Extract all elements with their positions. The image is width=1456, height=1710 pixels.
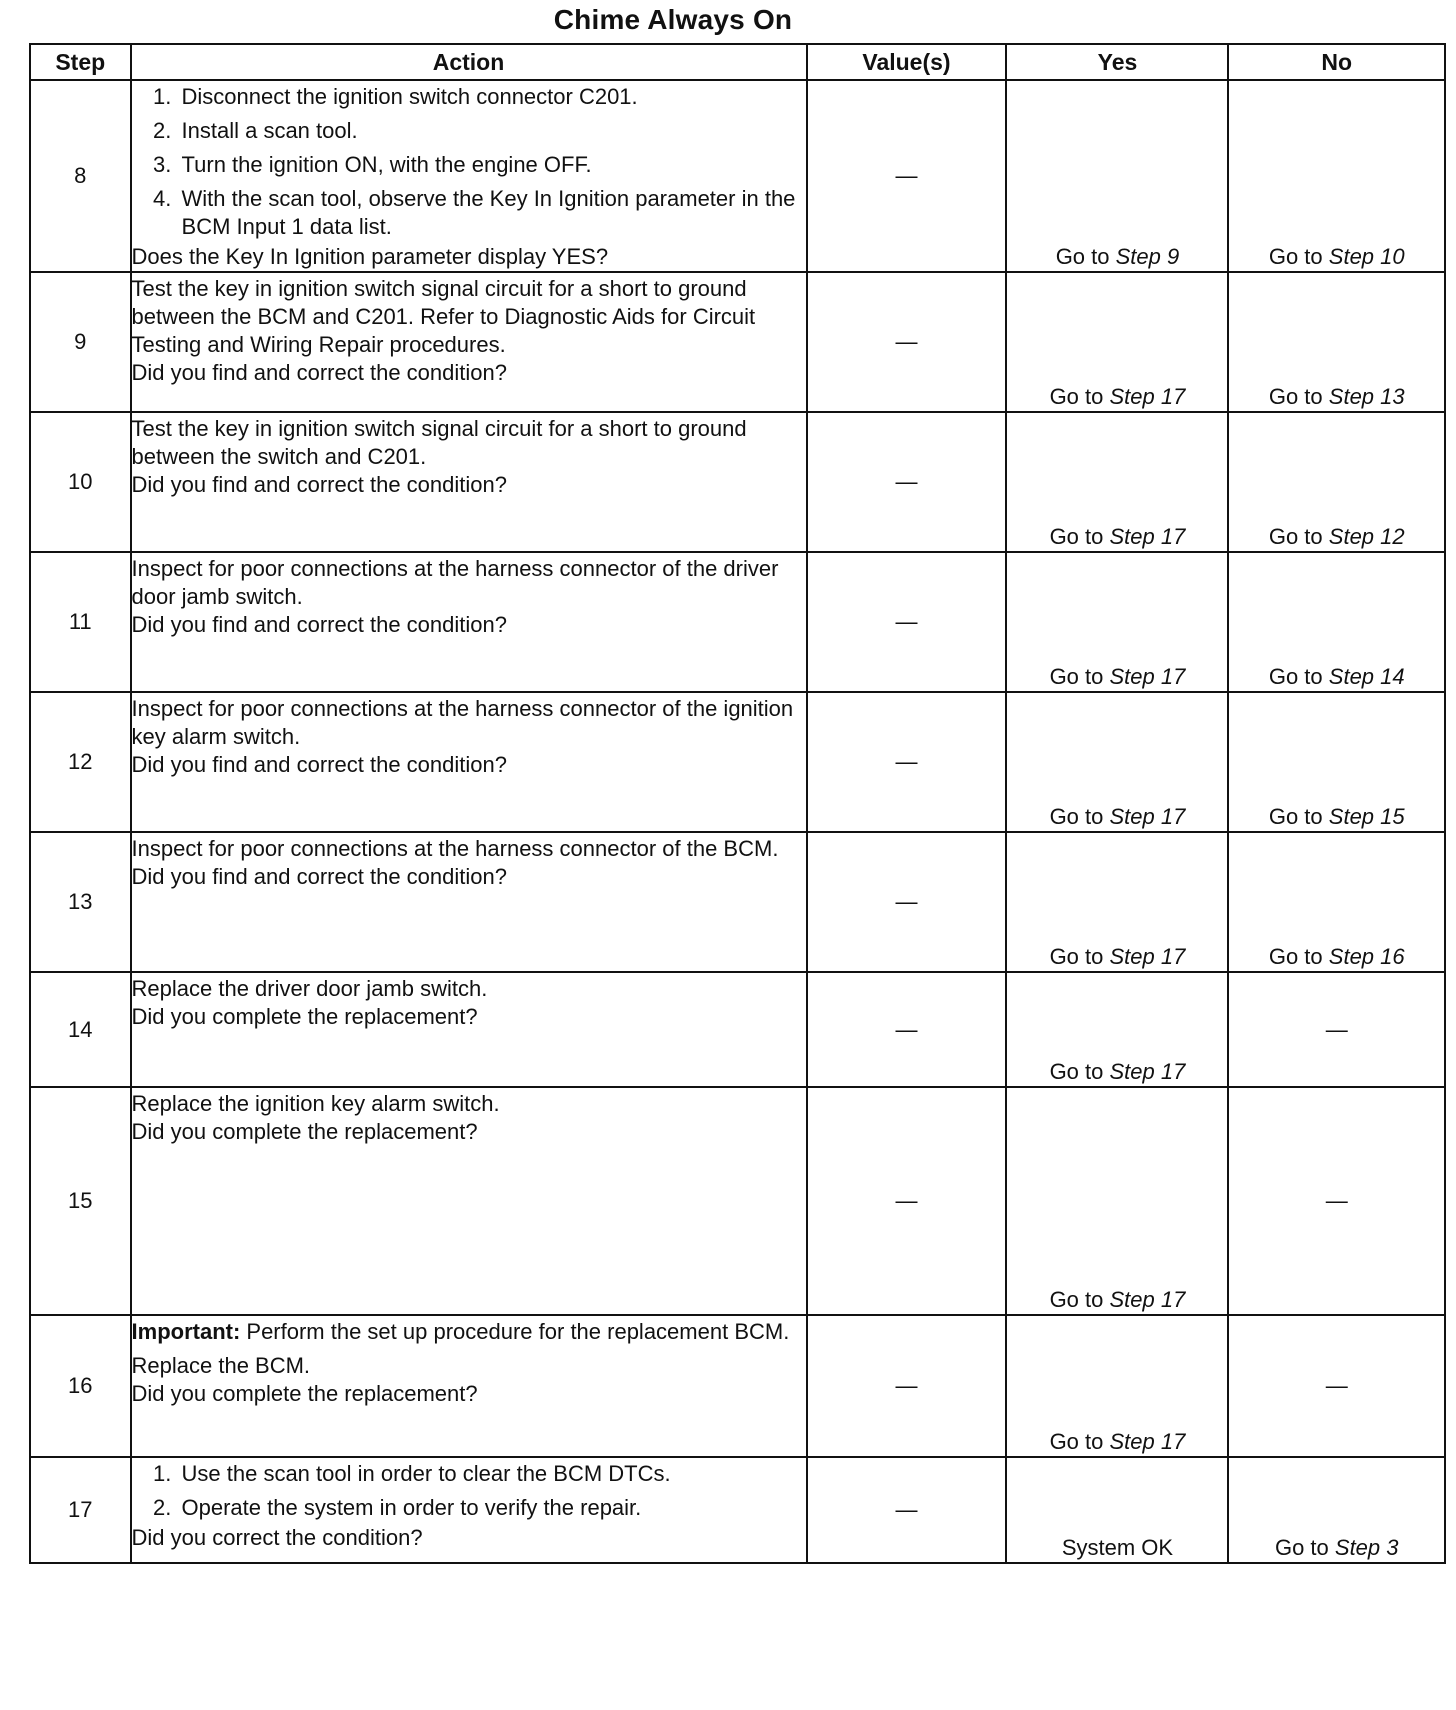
- value-cell: —: [807, 692, 1007, 832]
- table-row: [30, 832, 1445, 972]
- action-cell: [131, 1315, 807, 1457]
- step-number: 12: [30, 692, 131, 832]
- yes-cell: [1006, 692, 1228, 832]
- action-cell: [131, 272, 807, 412]
- action-cell: [131, 412, 807, 552]
- yes-cell: [1006, 1087, 1228, 1315]
- step-number: 9: [30, 272, 131, 412]
- action-question: Did you find and correct the condition?: [131, 472, 507, 497]
- value-cell: —: [807, 1087, 1007, 1315]
- header-row: [30, 44, 1445, 80]
- action-text: Replace the ignition key alarm switch.: [131, 1091, 500, 1116]
- step-number: 16: [30, 1315, 131, 1457]
- action-text: Test the key in ignition switch signal circuit for a short to ground between the switch and C201.: [131, 416, 747, 469]
- goto-prefix: Go to: [1049, 524, 1104, 549]
- action-cell: [131, 1457, 807, 1563]
- goto-prefix: Go to: [1055, 244, 1110, 269]
- action-cell: [131, 972, 807, 1087]
- step-reference: Step 17: [1109, 524, 1186, 549]
- step-reference: Step 17: [1109, 384, 1186, 409]
- action-text: Replace the BCM.: [131, 1353, 311, 1378]
- step-reference: Step 17: [1109, 664, 1186, 689]
- no-cell: [1228, 80, 1445, 272]
- action-question: Did you complete the replacement?: [131, 1004, 478, 1029]
- table-row: [30, 412, 1445, 552]
- value-cell: —: [807, 552, 1007, 692]
- step-number: 8: [30, 80, 131, 272]
- yes-cell: [1006, 412, 1228, 552]
- yes-cell: [1006, 80, 1228, 272]
- no-cell: [1228, 1457, 1445, 1563]
- header-no: No: [1228, 44, 1445, 80]
- goto-prefix: Go to: [1049, 944, 1104, 969]
- table-row: [30, 552, 1445, 692]
- yes-cell: [1006, 552, 1228, 692]
- goto-prefix: Go to: [1049, 664, 1104, 689]
- goto-prefix: Go to: [1268, 944, 1323, 969]
- action-cell: [131, 80, 807, 272]
- step-reference: Step 13: [1328, 384, 1405, 409]
- no-cell: [1228, 692, 1445, 832]
- action-question: Did you complete the replacement?: [131, 1119, 478, 1144]
- table-row: [30, 1315, 1445, 1457]
- list-item: 1. Use the scan tool in order to clear the BCM DTCs.: [178, 1460, 806, 1488]
- table-row: [30, 692, 1445, 832]
- action-list: [132, 83, 806, 243]
- action-cell: [131, 832, 807, 972]
- yes-cell: [1006, 972, 1228, 1087]
- step-reference: Step 14: [1328, 664, 1405, 689]
- no-cell: [1228, 272, 1445, 412]
- action-list: [132, 1460, 806, 1524]
- action-text: Inspect for poor connections at the harness connector of the ignition key alarm switch.: [131, 696, 794, 749]
- step-reference: Step 16: [1328, 944, 1405, 969]
- step-number: 14: [30, 972, 131, 1087]
- value-cell: —: [807, 272, 1007, 412]
- action-question: Did you find and correct the condition?: [131, 864, 507, 889]
- action-text: Inspect for poor connections at the harness connector of the BCM.: [131, 836, 779, 861]
- action-question: Did you correct the condition?: [131, 1525, 423, 1550]
- table-row: [30, 972, 1445, 1087]
- value-cell: —: [807, 412, 1007, 552]
- action-question: Did you find and correct the condition?: [131, 752, 507, 777]
- header-step: Step: [30, 44, 131, 80]
- goto-prefix: Go to: [1049, 384, 1104, 409]
- table-row: [30, 1457, 1445, 1563]
- header-values: Value(s): [807, 44, 1007, 80]
- goto-prefix: Go to: [1268, 384, 1323, 409]
- goto-prefix: Go to: [1049, 1059, 1104, 1084]
- no-cell: [1228, 552, 1445, 692]
- goto-prefix: Go to: [1268, 244, 1323, 269]
- step-number: 10: [30, 412, 131, 552]
- goto-prefix: Go to: [1274, 1535, 1329, 1560]
- important-label: Important:: [131, 1319, 241, 1344]
- important-text: Perform the set up procedure for the replacement BCM.: [240, 1319, 790, 1344]
- step-reference: Step 17: [1109, 1429, 1186, 1454]
- goto-prefix: Go to: [1268, 804, 1323, 829]
- goto-prefix: Go to: [1049, 1287, 1104, 1312]
- table-row: [30, 80, 1445, 272]
- goto-prefix: Go to: [1049, 804, 1104, 829]
- list-item: 1. Disconnect the ignition switch connector C201.: [178, 83, 806, 111]
- action-cell: [131, 692, 807, 832]
- header-yes: Yes: [1006, 44, 1228, 80]
- procedure-table: [29, 43, 1446, 1564]
- value-cell: —: [807, 1457, 1007, 1563]
- yes-cell: [1006, 1315, 1228, 1457]
- action-question: Did you find and correct the condition?: [131, 612, 507, 637]
- step-reference: Step 17: [1109, 944, 1186, 969]
- value-cell: —: [807, 80, 1007, 272]
- action-cell: [131, 552, 807, 692]
- action-question: Did you complete the replacement?: [131, 1381, 478, 1406]
- table-row: [30, 1087, 1445, 1315]
- list-item: 3. Turn the ignition ON, with the engine OFF.: [178, 151, 806, 179]
- step-reference: Step 17: [1109, 1287, 1186, 1312]
- no-cell: [1228, 832, 1445, 972]
- goto-prefix: Go to: [1049, 1429, 1104, 1454]
- value-cell: —: [807, 1315, 1007, 1457]
- step-number: 11: [30, 552, 131, 692]
- yes-cell: [1006, 832, 1228, 972]
- action-question: Does the Key In Ignition parameter display YES?: [131, 244, 609, 269]
- no-cell: —: [1228, 1087, 1445, 1315]
- step-reference: Step 17: [1109, 804, 1186, 829]
- step-number: 15: [30, 1087, 131, 1315]
- yes-cell: System OK: [1006, 1457, 1228, 1563]
- value-cell: —: [807, 972, 1007, 1087]
- action-text: Inspect for poor connections at the harness connector of the driver door jamb switch.: [131, 556, 779, 609]
- action-text: Test the key in ignition switch signal circuit for a short to ground between the BCM and C201. Refer to Diagnostic Aids for Circuit Testing and Wiring Repair procedures.: [131, 276, 756, 357]
- goto-prefix: Go to: [1268, 524, 1323, 549]
- header-action: Action: [131, 44, 807, 80]
- goto-prefix: Go to: [1268, 664, 1323, 689]
- step-reference: Step 10: [1328, 244, 1405, 269]
- step-number: 13: [30, 832, 131, 972]
- table-row: [30, 272, 1445, 412]
- step-reference: Step 15: [1328, 804, 1405, 829]
- page-title: Chime Always On: [553, 4, 793, 35]
- step-reference: Step 17: [1109, 1059, 1186, 1084]
- action-cell: [131, 1087, 807, 1315]
- no-cell: —: [1228, 972, 1445, 1087]
- step-reference: Step 9: [1115, 244, 1180, 269]
- no-cell: —: [1228, 1315, 1445, 1457]
- no-cell: [1228, 412, 1445, 552]
- step-reference: Step 12: [1328, 524, 1405, 549]
- action-question: Did you find and correct the condition?: [131, 360, 507, 385]
- list-item: 2. Operate the system in order to verify the repair.: [178, 1494, 806, 1522]
- list-item: 4. With the scan tool, observe the Key In Ignition parameter in the BCM Input 1 data list.: [178, 185, 806, 241]
- list-item: 2. Install a scan tool.: [178, 117, 806, 145]
- value-cell: —: [807, 832, 1007, 972]
- important-note: [132, 1318, 806, 1346]
- step-number: 17: [30, 1457, 131, 1563]
- yes-cell: [1006, 272, 1228, 412]
- step-reference: Step 3: [1334, 1535, 1399, 1560]
- action-text: Replace the driver door jamb switch.: [131, 976, 488, 1001]
